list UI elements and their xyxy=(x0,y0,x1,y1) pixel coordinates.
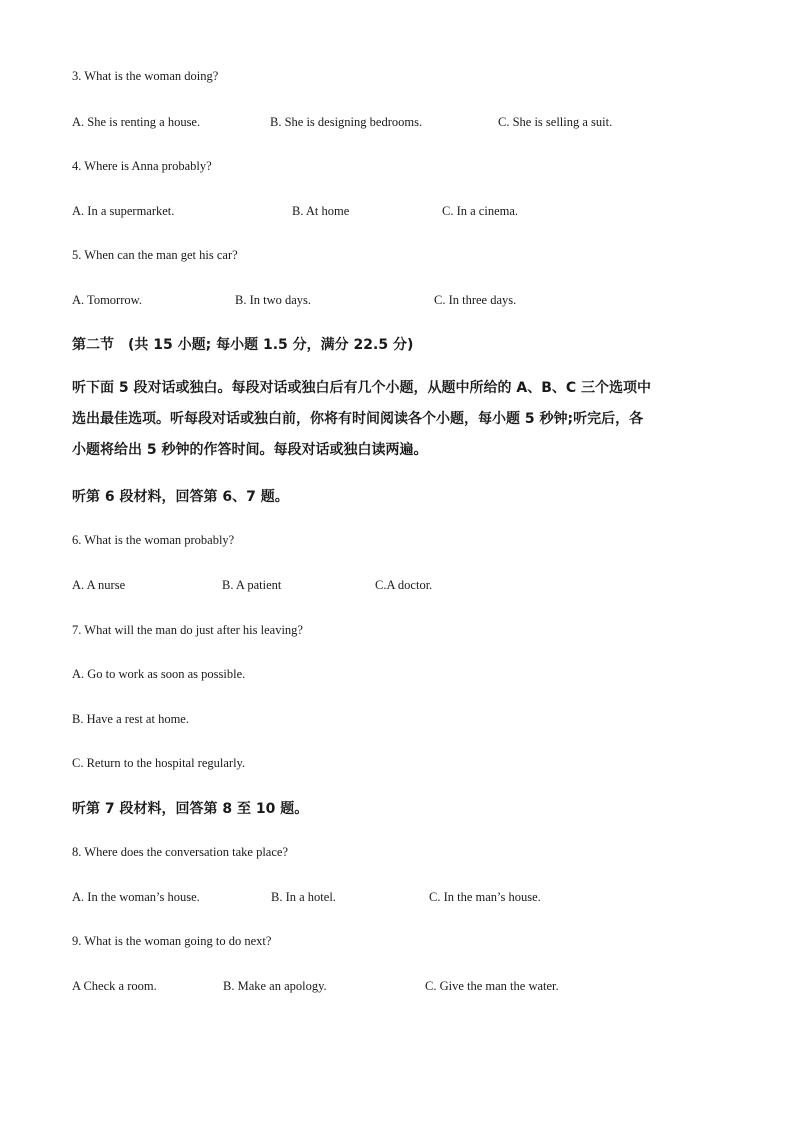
question-7-option-c: C. Return to the hospital regularly. xyxy=(72,756,246,770)
question-6-option-b: B. A patient xyxy=(222,578,282,592)
section-2-title: 第二节 (共 15 小题; 每小题 1.5 分，满分 22.5 分) xyxy=(72,337,414,353)
question-6-option-a: A. A nurse xyxy=(72,578,126,592)
question-9-stem: 9. What is the woman going to do next? xyxy=(72,934,272,948)
question-7-option-b: B. Have a rest at home. xyxy=(72,712,189,726)
section-2-instructions xyxy=(72,373,724,466)
question-4-option-a: A. In a supermarket. xyxy=(72,204,175,218)
question-8-stem: 8. Where does the conversation take place? xyxy=(72,845,288,859)
question-4-stem: 4. Where is Anna probably? xyxy=(72,159,212,173)
question-3-option-c: C. She is selling a suit. xyxy=(498,115,613,129)
question-3-option-a: A. She is renting a house. xyxy=(72,115,201,129)
question-9-option-c: C. Give the man the water. xyxy=(425,979,559,993)
question-9-option-b: B. Make an apology. xyxy=(223,979,327,993)
material-7-heading: 听第 7 段材料，回答第 8 至 10 题。 xyxy=(72,801,309,817)
question-4-option-c: C. In a cinema. xyxy=(442,204,519,218)
question-5-option-c: C. In three days. xyxy=(434,293,517,307)
question-3-stem: 3. What is the woman doing? xyxy=(72,69,219,83)
question-4-option-b: B. At home xyxy=(292,204,350,218)
question-8-option-b: B. In a hotel. xyxy=(271,890,336,904)
question-7-stem: 7. What will the man do just after his leaving? xyxy=(72,623,303,637)
material-6-heading: 听第 6 段材料，回答第 6、7 题。 xyxy=(72,489,289,505)
question-7-option-a: A. Go to work as soon as possible. xyxy=(72,667,246,681)
question-8-option-a: A. In the woman’s house. xyxy=(72,890,200,904)
question-9-option-a: A Check a room. xyxy=(72,979,157,993)
question-5-option-b: B. In two days. xyxy=(235,293,312,307)
question-6-stem: 6. What is the woman probably? xyxy=(72,533,235,547)
question-5-stem: 5. When can the man get his car? xyxy=(72,248,238,262)
question-3-option-b: B. She is designing bedrooms. xyxy=(270,115,423,129)
instructions-line-2: 选出最佳选项。听每段对话或独白前，你将有时间阅读各个小题，每小题 5 秒钟;听完后，各 xyxy=(72,411,644,427)
instructions-line-1: 听下面 5 段对话或独白。每段对话或独白后有几个小题，从题中所给的 A、B、C 三个选项中 xyxy=(72,380,652,396)
question-6-option-c: C.A doctor. xyxy=(375,578,433,592)
question-5-option-a: A. Tomorrow. xyxy=(72,293,142,307)
instructions-line-3: 小题将给出 5 秒钟的作答时间。每段对话或独白读两遍。 xyxy=(72,442,428,458)
question-8-option-c: C. In the man’s house. xyxy=(429,890,541,904)
